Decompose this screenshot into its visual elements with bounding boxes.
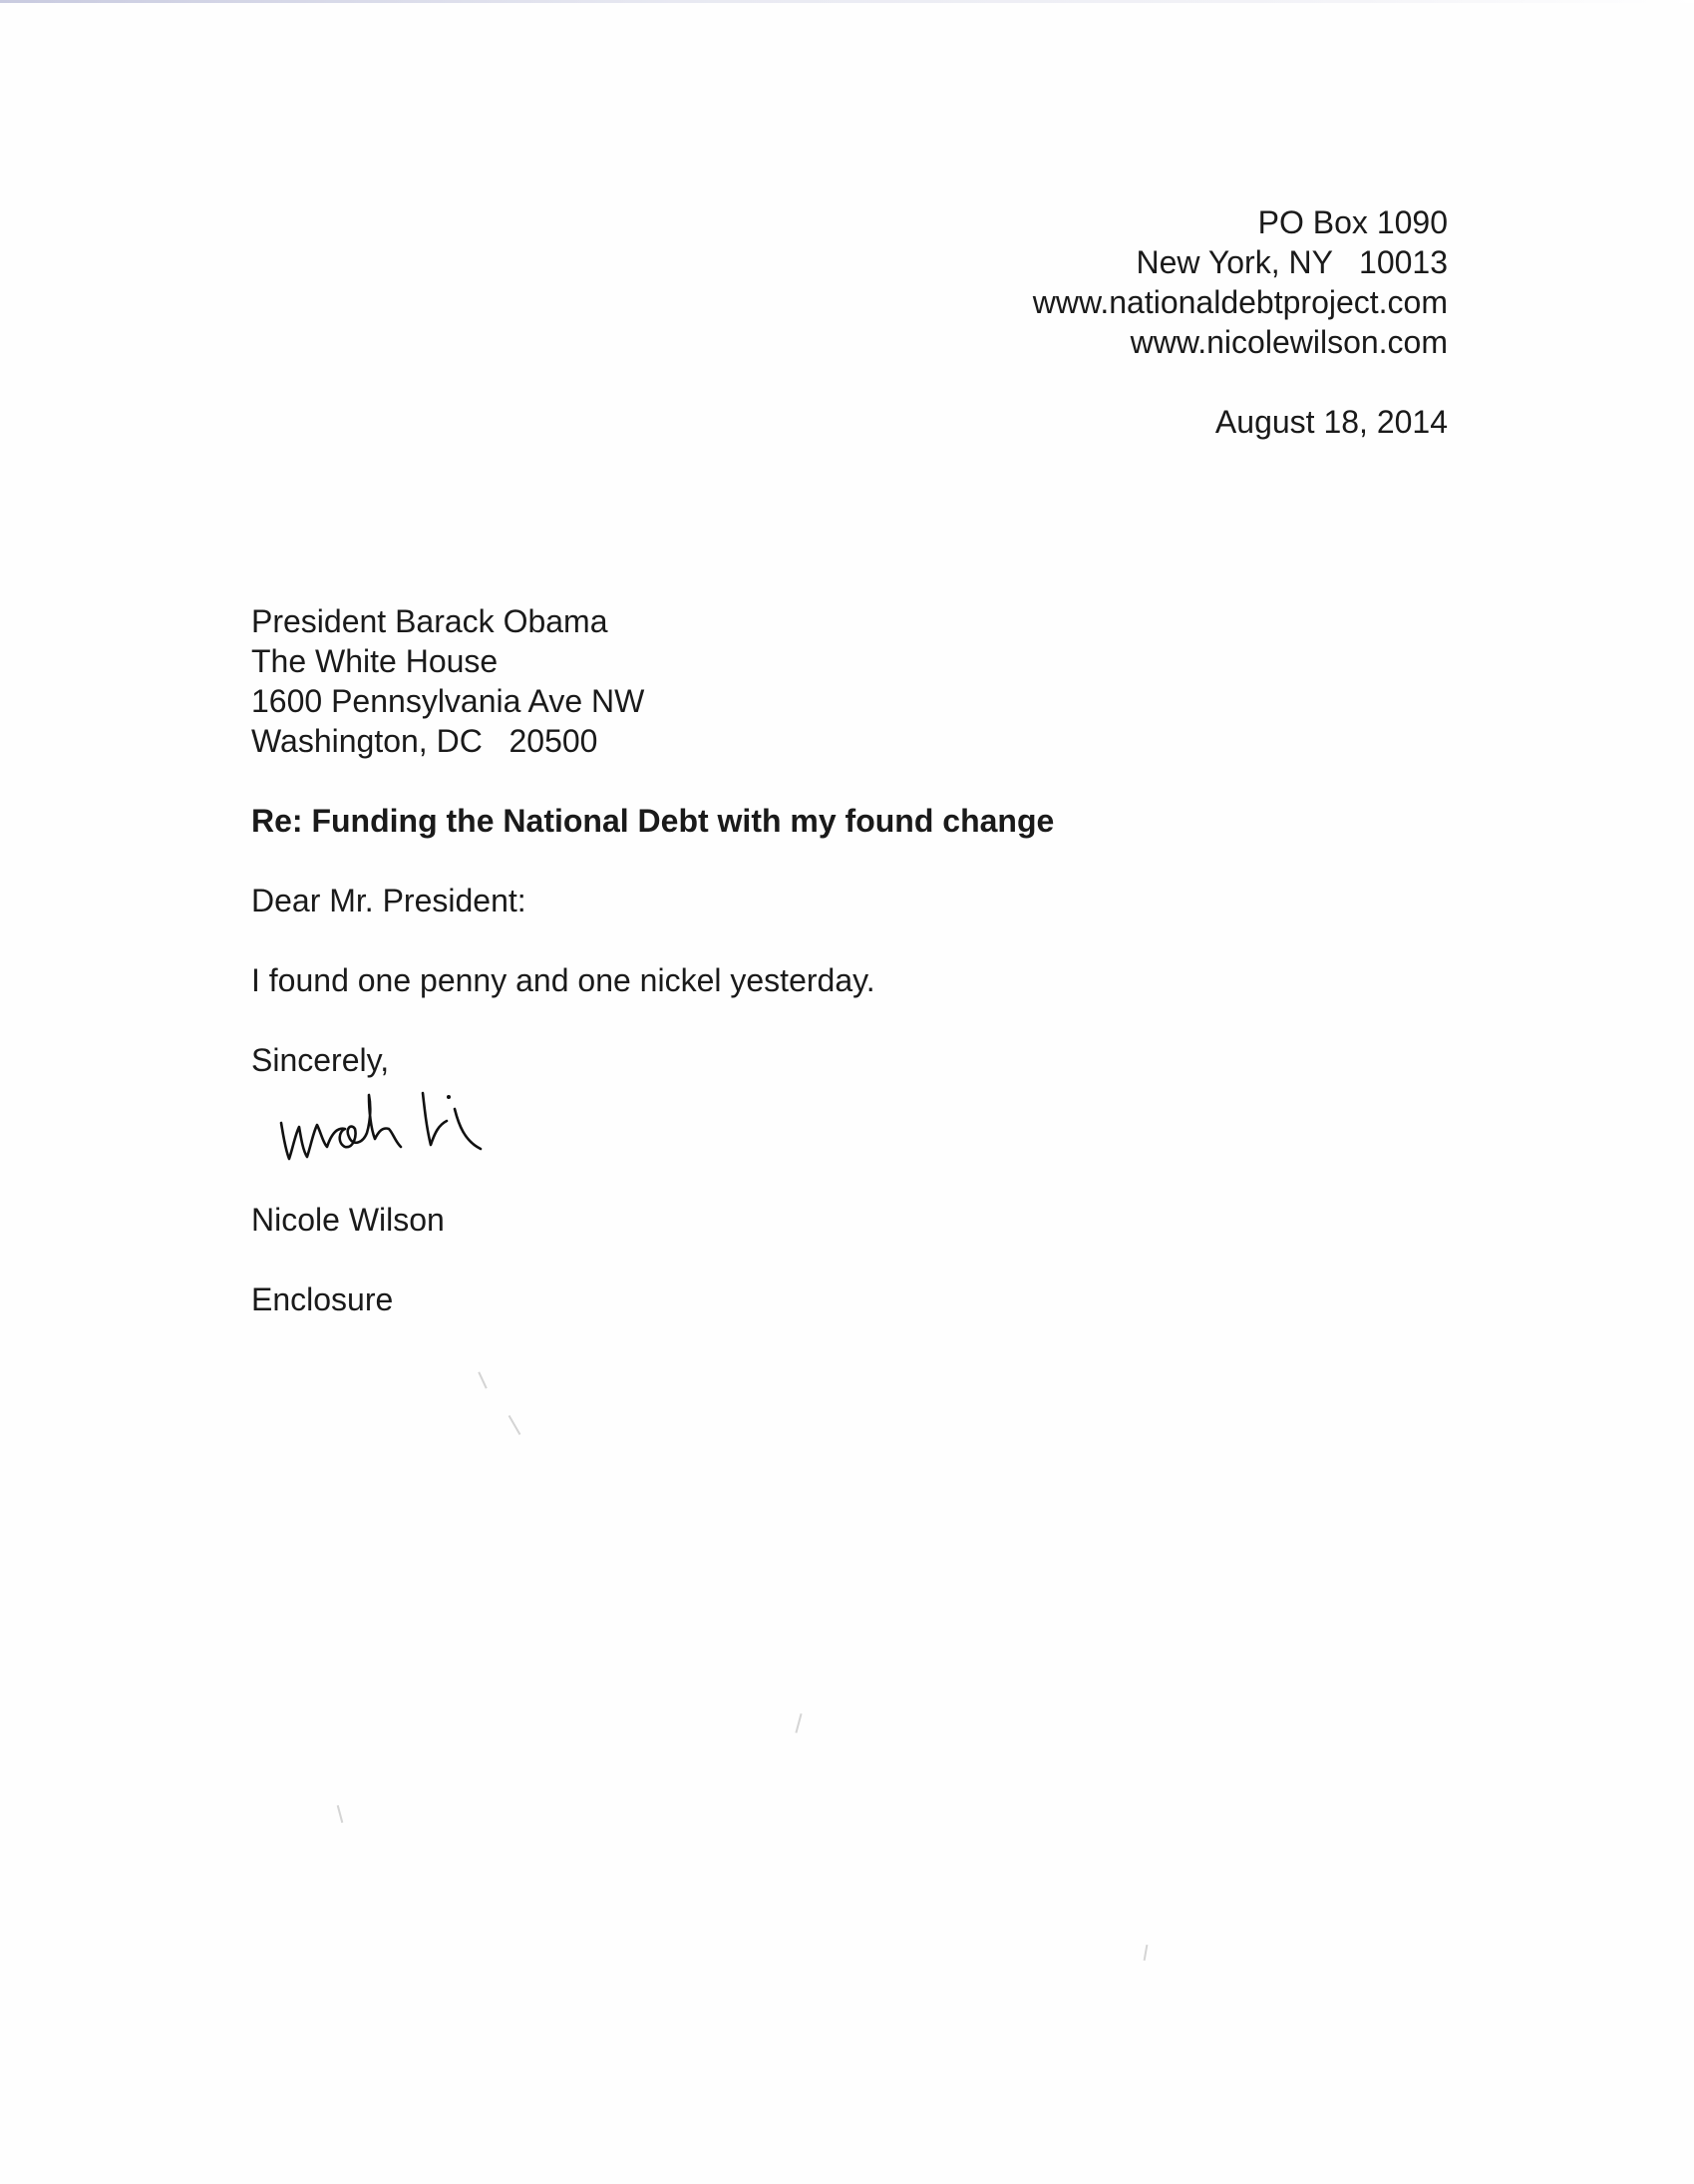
scan-speck	[508, 1415, 521, 1435]
letter-body: I found one penny and one nickel yesterday.	[251, 962, 875, 998]
sender-line: New York, NY 10013	[1136, 244, 1448, 280]
scan-speck	[795, 1713, 802, 1733]
enclosure-note: Enclosure	[251, 1281, 394, 1317]
signer-name: Nicole Wilson	[251, 1202, 445, 1238]
scan-edge	[0, 0, 1694, 3]
scan-speck	[478, 1371, 487, 1388]
sender-address	[1033, 202, 1448, 362]
recipient-line: President Barack Obama	[251, 603, 608, 639]
subject-line: Re: Funding the National Debt with my found change	[251, 803, 1055, 839]
letter-date: August 18, 2014	[1214, 404, 1448, 440]
recipient-line: The White House	[251, 643, 499, 679]
sender-line: www.nicolewilson.com	[1130, 324, 1448, 360]
sender-line: PO Box 1090	[1257, 204, 1448, 240]
sender-line: www.nationaldebtproject.com	[1032, 284, 1448, 320]
recipient-line: 1600 Pennsylvania Ave NW	[251, 683, 645, 719]
salutation: Dear Mr. President:	[251, 883, 526, 918]
scan-speck	[337, 1805, 344, 1823]
scan-speck	[1144, 1945, 1149, 1961]
handwritten-signature	[275, 1077, 594, 1177]
recipient-line: Washington, DC 20500	[251, 723, 598, 759]
closing: Sincerely,	[251, 1042, 390, 1078]
recipient-address	[251, 601, 644, 761]
